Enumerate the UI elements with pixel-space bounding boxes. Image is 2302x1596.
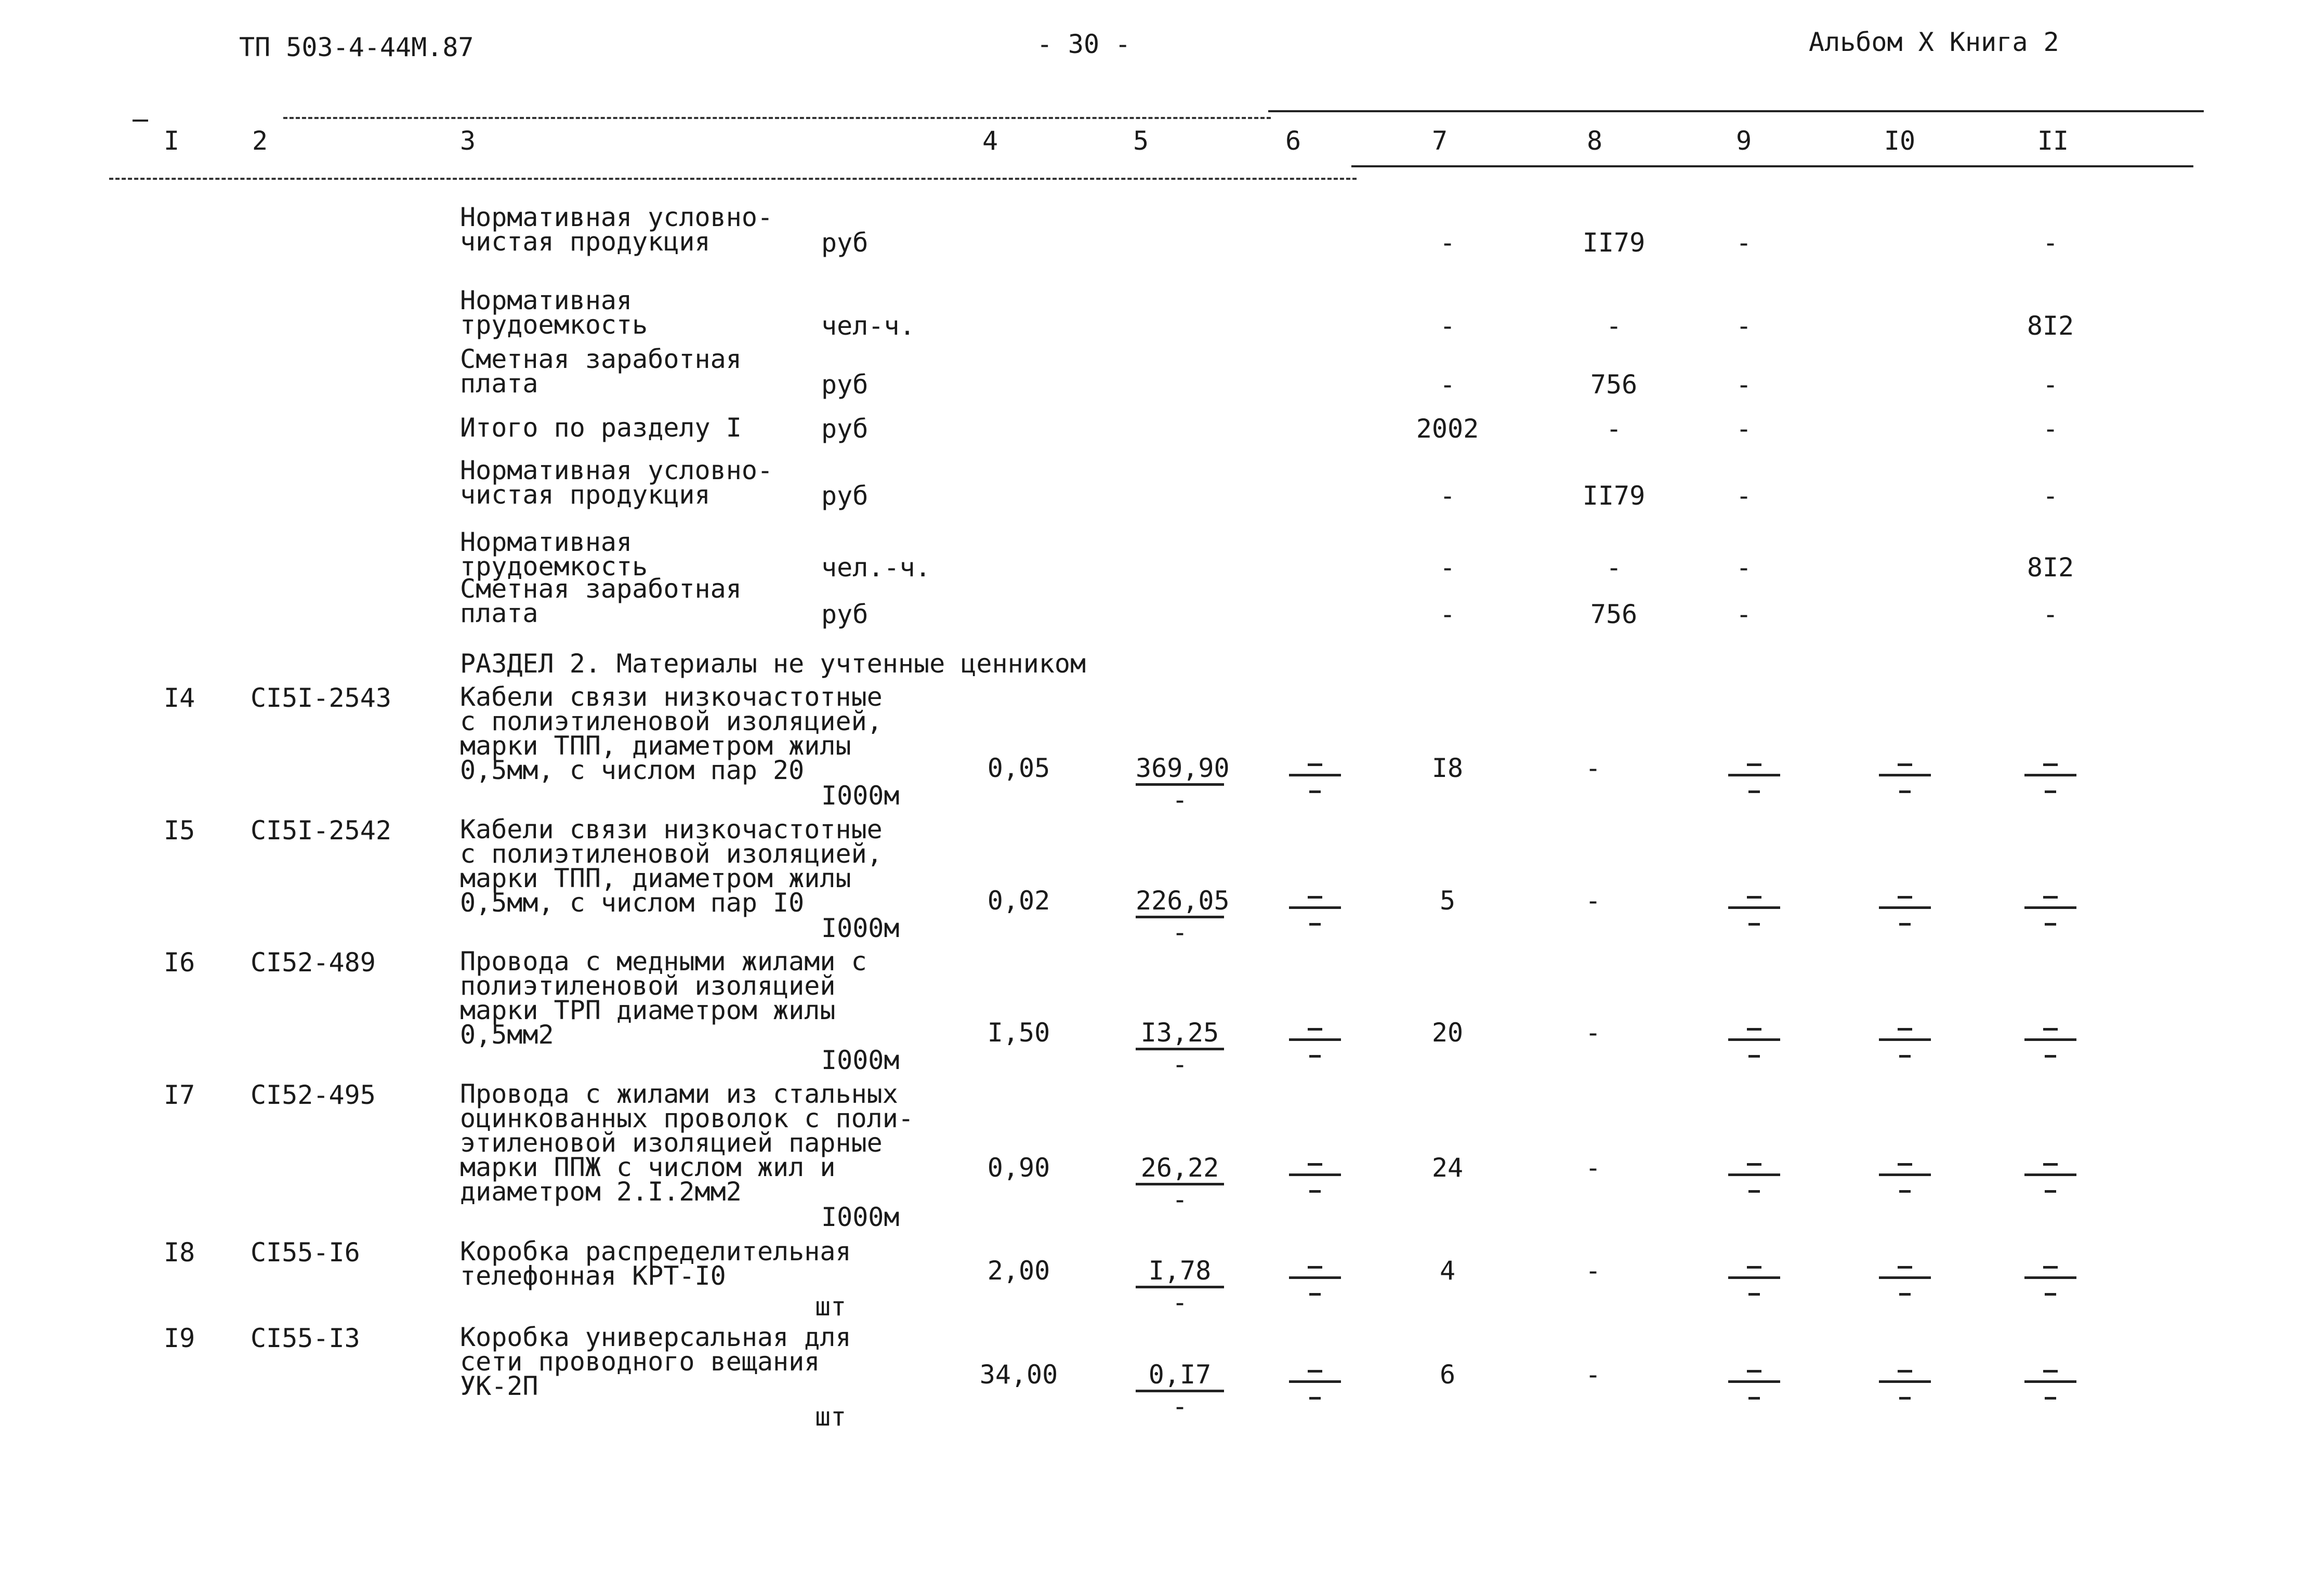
column-number: 7 xyxy=(1431,126,1448,156)
summary-value-c7: - xyxy=(1439,370,1456,400)
summary-value-c11: - xyxy=(2042,228,2059,258)
empty-fraction-mark xyxy=(1728,1025,1780,1072)
empty-fraction-mark xyxy=(1289,760,1341,807)
item-price-denominator: - xyxy=(1172,785,1188,815)
summary-value-c7: - xyxy=(1439,481,1456,511)
item-value-c8: - xyxy=(1585,1018,1601,1048)
summary-value-c9: - xyxy=(1735,311,1752,341)
section-title: РАЗДЕЛ 2. Материалы не учтенные ценником xyxy=(460,649,1086,679)
column-number: 4 xyxy=(982,126,998,156)
empty-fraction-mark xyxy=(2024,1025,2076,1072)
empty-fraction-mark xyxy=(1289,1367,1341,1414)
item-code: CI55-I3 xyxy=(251,1323,360,1353)
summary-unit: руб xyxy=(821,228,869,258)
item-number: I4 xyxy=(164,683,195,713)
summary-label: Нормативная условно- чистая продукция xyxy=(460,202,773,257)
summary-value-c9: - xyxy=(1735,481,1752,511)
item-price: I3,25 xyxy=(1136,1020,1224,1050)
item-code: CI52-489 xyxy=(251,947,376,978)
item-value-c7: 24 xyxy=(1431,1153,1464,1183)
item-price-denominator: - xyxy=(1172,1391,1188,1421)
summary-value-c8: 756 xyxy=(1590,599,1638,629)
summary-unit: чел.-ч. xyxy=(821,552,931,583)
empty-fraction-mark xyxy=(2024,1263,2076,1310)
album-book: Альбом X Книга 2 xyxy=(1809,27,2059,57)
summary-value-c11: - xyxy=(2042,481,2059,511)
item-value-c8: - xyxy=(1585,1153,1601,1183)
item-number: I7 xyxy=(164,1080,195,1110)
item-quantity: 34,00 xyxy=(979,1360,1058,1390)
empty-fraction-mark xyxy=(1879,1263,1931,1310)
item-description: Коробка распределительная телефонная КРТ-I0 xyxy=(460,1236,851,1291)
column-number: I0 xyxy=(1884,126,1916,156)
summary-value-c7: 2002 xyxy=(1416,414,1479,444)
item-quantity: I,50 xyxy=(987,1018,1050,1048)
item-description: Провода с медными жилами с полиэтиленовой изоляцией марки ТРП диаметром жилы 0,5мм2 xyxy=(460,946,867,1050)
header-rule-bottom xyxy=(1351,165,2193,167)
summary-value-c8: - xyxy=(1606,311,1622,341)
summary-value-c9: - xyxy=(1735,599,1752,629)
item-number: I5 xyxy=(164,815,195,846)
empty-fraction-mark xyxy=(1728,1263,1780,1310)
column-number: I xyxy=(163,126,180,156)
item-value-c7: 20 xyxy=(1431,1018,1464,1048)
empty-fraction-mark xyxy=(1879,1025,1931,1072)
summary-value-c7: - xyxy=(1439,311,1456,341)
header-rule-top-short xyxy=(133,120,148,122)
item-price-denominator: - xyxy=(1172,1287,1188,1317)
item-price-fraction xyxy=(1130,1360,1229,1421)
item-code: CI5I-2542 xyxy=(251,815,391,846)
item-number: I6 xyxy=(164,947,195,978)
empty-fraction-mark xyxy=(1879,893,1931,940)
item-price-fraction xyxy=(1130,753,1230,815)
summary-value-c11: - xyxy=(2042,370,2059,400)
summary-value-c9: - xyxy=(1735,552,1752,583)
item-price-fraction xyxy=(1130,1153,1229,1215)
summary-unit: руб xyxy=(821,599,869,629)
summary-value-c7: - xyxy=(1439,599,1456,629)
column-number: 6 xyxy=(1285,126,1301,156)
empty-fraction-mark xyxy=(1289,1263,1341,1310)
item-description: Кабели связи низкочастотные с полиэтиленовой изоляцией, марки ТПП, диаметром жилы 0,5мм, с числом пар I0 xyxy=(460,814,883,918)
summary-value-c7: - xyxy=(1439,228,1456,258)
summary-value-c7: - xyxy=(1439,552,1456,583)
empty-fraction-mark xyxy=(1289,1160,1341,1207)
empty-fraction-mark xyxy=(2024,760,2076,807)
item-code: CI5I-2543 xyxy=(251,683,391,713)
item-unit: I000м xyxy=(821,781,900,811)
item-description: Коробка универсальная для сети проводного вещания УК-2П xyxy=(460,1322,851,1401)
summary-label: Сметная заработная плата xyxy=(460,344,742,399)
summary-value-c8: II79 xyxy=(1582,228,1646,258)
item-price-fraction xyxy=(1130,1256,1229,1317)
empty-fraction-mark xyxy=(1879,1160,1931,1207)
column-number: II xyxy=(2037,126,2069,156)
item-number: I9 xyxy=(164,1323,195,1353)
column-number: 3 xyxy=(459,126,476,156)
item-quantity: 2,00 xyxy=(987,1256,1050,1286)
summary-label: Нормативная условно- чистая продукция xyxy=(460,455,773,510)
empty-fraction-mark xyxy=(1728,760,1780,807)
summary-value-c11: 8I2 xyxy=(2027,311,2074,341)
item-value-c7: 4 xyxy=(1439,1256,1456,1286)
summary-value-c11: - xyxy=(2042,414,2059,444)
empty-fraction-mark xyxy=(1289,893,1341,940)
empty-fraction-mark xyxy=(2024,1160,2076,1207)
summary-value-c9: - xyxy=(1735,414,1752,444)
summary-unit: руб xyxy=(821,414,869,444)
empty-fraction-mark xyxy=(1879,760,1931,807)
summary-value-c9: - xyxy=(1735,370,1752,400)
item-value-c8: - xyxy=(1585,753,1601,783)
item-unit: I000м xyxy=(821,1202,900,1232)
item-price: 226,05 xyxy=(1136,888,1224,918)
summary-label: Нормативная трудоемкость xyxy=(460,285,648,340)
item-price: 0,I7 xyxy=(1136,1362,1224,1392)
item-price-denominator: - xyxy=(1172,917,1188,947)
summary-value-c11: - xyxy=(2042,599,2059,629)
empty-fraction-mark xyxy=(1728,1367,1780,1414)
summary-value-c8: - xyxy=(1606,552,1622,583)
item-value-c8: - xyxy=(1585,1360,1601,1390)
column-number: 9 xyxy=(1735,126,1752,156)
empty-fraction-mark xyxy=(1289,1025,1341,1072)
column-number: 8 xyxy=(1586,126,1603,156)
empty-fraction-mark xyxy=(1728,1160,1780,1207)
item-unit: шт xyxy=(815,1402,847,1432)
empty-fraction-mark xyxy=(1879,1367,1931,1414)
item-price-denominator: - xyxy=(1172,1049,1188,1079)
summary-label: Сметная заработная плата xyxy=(460,574,742,628)
item-price-fraction xyxy=(1130,1018,1229,1079)
empty-fraction-mark xyxy=(1728,893,1780,940)
item-value-c7: 6 xyxy=(1439,1360,1456,1390)
item-unit: шт xyxy=(815,1291,847,1322)
empty-fraction-mark xyxy=(2024,893,2076,940)
empty-fraction-mark xyxy=(2024,1367,2076,1414)
item-description: Провода с жилами из стальных оцинкованных проволок с поли- этиленовой изоляцией парные марки ППЖ с числом жил и диаметром 2.I.2мм2 xyxy=(460,1079,914,1207)
item-value-c8: - xyxy=(1585,1256,1601,1286)
item-unit: I000м xyxy=(821,1045,900,1075)
item-quantity: 0,90 xyxy=(987,1153,1050,1183)
item-code: CI52-495 xyxy=(251,1080,376,1110)
item-price-denominator: - xyxy=(1172,1184,1188,1215)
summary-unit: чел-ч. xyxy=(821,311,915,341)
item-price-fraction xyxy=(1130,886,1230,947)
item-unit: I000м xyxy=(821,913,900,943)
item-quantity: 0,05 xyxy=(987,753,1050,783)
document-code: ТП 503-4-44М.87 xyxy=(239,32,474,62)
page-number: - 30 - xyxy=(1036,29,1131,59)
summary-value-c8: 756 xyxy=(1590,370,1638,400)
summary-unit: руб xyxy=(821,481,869,511)
item-price: 26,22 xyxy=(1136,1155,1224,1185)
summary-value-c9: - xyxy=(1735,228,1752,258)
summary-label: Нормативная трудоемкость xyxy=(460,527,648,582)
column-number: 5 xyxy=(1133,126,1149,156)
column-number: 2 xyxy=(252,126,268,156)
item-description: Кабели связи низкочастотные с полиэтиленовой изоляцией, марки ТПП, диаметром жилы 0,5мм, с числом пар 20 xyxy=(460,682,883,785)
item-price: 369,90 xyxy=(1136,755,1224,786)
item-price: I,78 xyxy=(1136,1258,1224,1288)
item-number: I8 xyxy=(164,1237,195,1268)
header-rule-bottom-dashed xyxy=(109,178,1357,180)
item-value-c7: 5 xyxy=(1439,886,1456,916)
summary-label: Итого по разделу I xyxy=(460,413,742,443)
summary-value-c11: 8I2 xyxy=(2027,552,2074,583)
item-value-c7: I8 xyxy=(1431,753,1464,783)
item-code: CI55-I6 xyxy=(251,1237,360,1268)
summary-value-c8: II79 xyxy=(1582,481,1646,511)
item-value-c8: - xyxy=(1585,886,1601,916)
item-quantity: 0,02 xyxy=(987,886,1050,916)
header-rule-top-dashed xyxy=(283,117,1271,119)
header-rule-top xyxy=(1268,110,2204,112)
summary-unit: руб xyxy=(821,370,869,400)
summary-value-c8: - xyxy=(1606,414,1622,444)
